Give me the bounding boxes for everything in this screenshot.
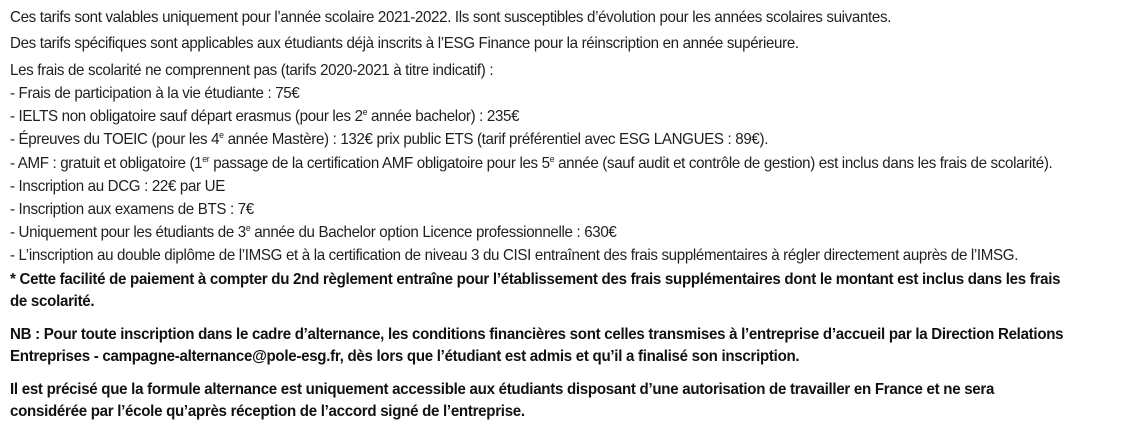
payment-note-line: * Cette facilité de paiement à compter du 2nd règlement entraîne pour l’établissement des frais supplémentaires dont le montant est inclus dans les frais xyxy=(10,270,1061,288)
payment-note-line: de scolarité. xyxy=(10,293,95,311)
alternance-eligibility-note xyxy=(10,379,1145,424)
intro-specific-rates: Des tarifs spécifiques sont applicables aux étudiants déjà inscrits à l’ESG Finance pour la réinscription en année supérieure. xyxy=(10,35,799,53)
eligibility-note-line: considérée par l’école qu’après réception de l’accord signé de l’entreprise. xyxy=(10,403,525,420)
payment-note xyxy=(10,269,1145,314)
fee-item: - AMF : gratuit et obligatoire (1er passage de la certification AMF obligatoire pour les 5e année (sauf audit et contrôle de gestion) est inclus dans les frais de scolarité). xyxy=(10,153,1053,172)
intro-excluded-fees: Les frais de scolarité ne comprennent pas (tarifs 2020-2021 à titre indicatif) : xyxy=(10,61,494,79)
alternance-nb-note xyxy=(10,324,1145,369)
fee-item: - Inscription aux examens de BTS : 7€ xyxy=(10,200,254,218)
eligibility-note-line: Il est précisé que la formule alternance est uniquement accessible aux étudiants disposant d’une autorisation de travailler en France et ne sera xyxy=(10,380,995,398)
fee-item: - Frais de participation à la vie étudiante : 75€ xyxy=(10,85,300,103)
fee-item: - IELTS non obligatoire sauf départ erasmus (pour les 2e année bachelor) : 235€ xyxy=(10,107,520,126)
intro-validity: Ces tarifs sont valables uniquement pour l’année scolaire 2021-2022. Ils sont susceptibles d’évolution pour les années scolaires suivantes. xyxy=(10,9,892,26)
excluded-fees-list xyxy=(10,82,1145,267)
fee-item: - Inscription au DCG : 22€ par UE xyxy=(10,177,225,195)
nb-note-line: NB : Pour toute inscription dans le cadre d’alternance, les conditions financières sont celles transmises à l’entreprise d’accueil par la Direction Relations xyxy=(10,325,1064,343)
fee-item: - L’inscription au double diplôme de l’IMSG et à la certification de niveau 3 du CISI entraînent des frais supplémentaires à régler directement auprès de l’IMSG. xyxy=(10,246,1019,264)
nb-note-line: Entreprises - campagne-alternance@pole-esg.fr, dès lors que l’étudiant est admis et qu’il a finalisé son inscription. xyxy=(10,348,800,366)
fee-item: - Uniquement pour les étudiants de 3e année du Bachelor option Licence professionnelle : 630€ xyxy=(10,222,617,241)
fee-item: - Épreuves du TOEIC (pour les 4e année Mastère) : 132€ prix public ETS (tarif préférentiel avec ESG LANGUES : 89€). xyxy=(10,130,769,149)
